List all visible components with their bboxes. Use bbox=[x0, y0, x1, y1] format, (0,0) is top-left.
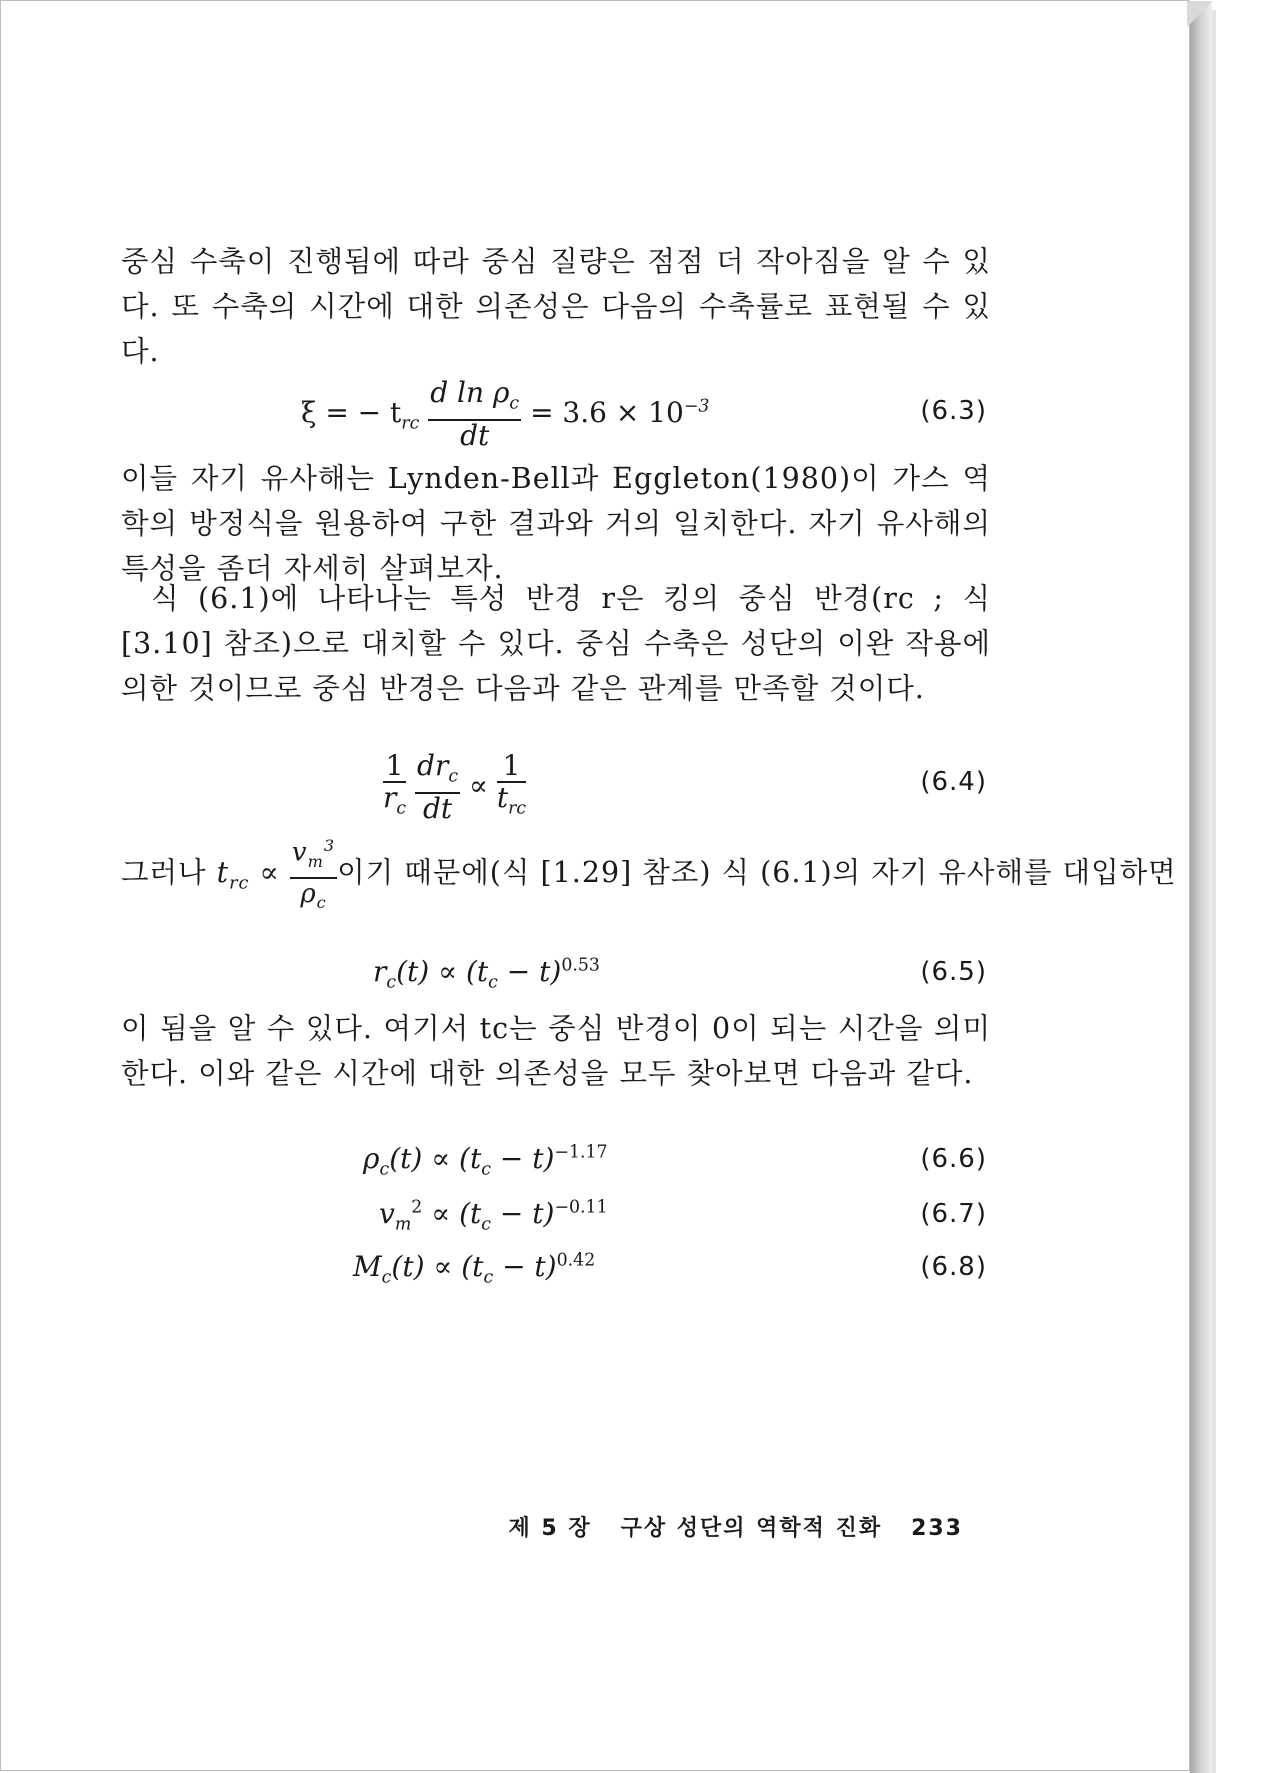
paragraph-2: 이들 자기 유사해는 Lynden-Bell과 Eggleton(1980)이 가스 역학의 방정식을 원용하여 구한 결과와 거의 일치한다. 자기 유사해의 특성을 좀더 자세히 살펴보자. bbox=[121, 462, 991, 585]
page-edge bbox=[1212, 10, 1216, 1773]
page-curl bbox=[1187, 1, 1213, 27]
footer-chapter: 제 5 장 bbox=[508, 1516, 592, 1541]
equation-6-7-body: $v_m^2 \propto (t_c - t)^{-0.11}$ bbox=[379, 1197, 608, 1235]
paragraph-1: 중심 수축이 진행됨에 따라 중심 질량은 점점 더 작아짐을 알 수 있다. 또 수축의 시간에 대한 의존성은 다음의 수축률로 표현될 수 있다. bbox=[121, 245, 991, 368]
equation-6-6-label: (6.6) bbox=[920, 1144, 987, 1174]
equation-6-6 bbox=[121, 1138, 991, 1188]
equation-6-8 bbox=[121, 1246, 991, 1296]
page-shadow bbox=[1190, 4, 1212, 1773]
equation-6-3-label: (6.3) bbox=[920, 396, 987, 426]
equation-6-4 bbox=[121, 751, 991, 826]
equation-6-4-label: (6.4) bbox=[920, 767, 987, 797]
equation-6-3-body: ξ = − $t_{rc}$ $\frac{d \ln \rho_c}{dt}$ = $3.6 \times 10^{-3}$ bbox=[301, 376, 710, 452]
paragraph-5: 이 됨을 알 수 있다. 여기서 tc는 중심 반경이 0이 되는 시간을 의미한다. 이와 같은 시간에 대한 의존성을 모두 찾아보면 다음과 같다. bbox=[121, 1012, 991, 1090]
equation-6-6-body: $\rho_c(t) \propto (t_c - t)^{-1.17}$ bbox=[363, 1142, 608, 1180]
equation-6-5-label: (6.5) bbox=[920, 957, 987, 987]
page-number: 233 bbox=[911, 1516, 963, 1541]
equation-6-5 bbox=[121, 951, 991, 1001]
paragraph-4: 그러나 $t_{rc}$ ∝ $\frac{v_m^3}{\rho_c}$ 이기 때문에(식 [1.29] 참조) 식 (6.1)의 자기 유사해를 대입하면 bbox=[121, 831, 991, 931]
equation-6-8-body: $M_c(t) \propto (t_c - t)^{0.42}$ bbox=[353, 1250, 596, 1288]
equation-6-4-body: $\frac{1}{r_c}$ $\frac{dr_c}{dt}$ ∝ $\frac{1}{t_{rc}}$ bbox=[383, 749, 527, 825]
footer-title: 구상 성단의 역학적 진화 bbox=[620, 1516, 883, 1541]
equation-6-7-label: (6.7) bbox=[920, 1199, 987, 1229]
equation-6-8-label: (6.8) bbox=[920, 1252, 987, 1282]
equation-6-7 bbox=[121, 1193, 991, 1243]
equation-6-5-body: $r_c(t) \propto (t_c - t)^{0.53}$ bbox=[373, 955, 600, 993]
paragraph-3: 식 (6.1)에 나타나는 특성 반경 r은 킹의 중심 반경(rc ; 식 [3.10] 참조)으로 대치할 수 있다. 중심 수축은 성단의 이완 작용에 의한 것이므로 중심 반경은 다음과 같은 관계를 만족할 것이다. bbox=[121, 582, 991, 705]
running-footer bbox=[121, 1511, 963, 1542]
equation-6-3 bbox=[121, 376, 991, 456]
